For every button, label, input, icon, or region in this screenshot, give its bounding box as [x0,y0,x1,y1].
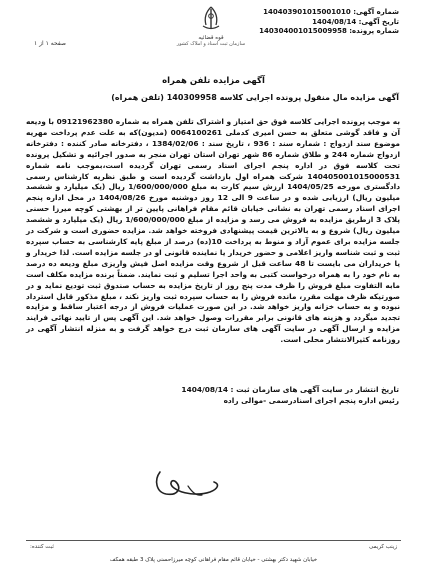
emblem-subtitle: سازمان ثبت اسناد و املاک کشور [176,41,246,47]
notice-number-label: شماره آگهی: [353,8,399,16]
document-intro: آگهی مزایده مال منقول پرونده اجرایی کلاسه 140309958 (تلفن همراه) [111,93,399,102]
case-number-label: شماره پرونده: [349,27,399,35]
emblem-icon [196,4,226,34]
notice-body: به موجب پرونده اجرایی کلاسه فوق حق امتیاز و اشتراک تلفن همراه به شماره 09121962380 با ودیعه آن و فاقد گوشی متعلق به حسن امیری کدملی 0064100261 (مدیون)که به علت عدم پرداخت مهریه موضوع سند ازدواج : شماره سند : 936 ، تاریخ سند : 1384/02/06 ، دفترخانه صادر کننده : دفترخانه ازدواج شماره 244 و طلاق شماره 86 شهر تهران استان تهران منجر به صدور اجرائیه و تشکیل پرونده تحت کلاسه فوق در اداره پنجم اجرای اسناد رسمی تهران گردیده است،بموجب نامه شماره 140405001015000531 شرکت همراه اول بازداشت گردیده است و طبق نظریه کارشناس رسمی دادگستری مورخه 1404/05/25 ارزش سیم کارت به مبلغ 1/600/000/000 ریال (یک میلیارد و ششصد میلیون ریال) ارزیابی شده و در ساعت 9 الی 12 روز دوشنبه مورخ 1404/08/26 در محل اداره پنجم اجرای اسناد رسمی تهران به نشانی خیابان قائم مقام فراهانی پایین تر از بهشتی کوچه میرزا حسنی پلاک 3 ازطریق مزایده به فروش می رسد و مزایده از مبلغ 1/600/000/000 ریال (یک میلیارد و ششصد میلیون ریال) شروع و به بالاترین قیمت پیشنهادی فروخته خواهد شد. مزایده حضوری است و شرکت در جلسه مزایده برای عموم آزاد و منوط به پرداخت 10(ده) درصد از مبلغ پایه کارشناسی به حساب سپرده ثبت و ثبت شناسه واریز اعلامی و حضور خریدار یا نماینده قانونی او در جلسه مزایده است. لذا خریدار و یا خریداران می بایست تا 48 ساعت قبل از شروع وقت مزایده اصل فیش واریزی مبلغ ودیعه ده درصد به نام خود را به همراه درخواست کتبی به واحد اجرا تسلیم و ثبت نمایند. ضمناً برنده مزایده مکلف است مابه التفاوت مبلغ فروش را ظرف مدت پنج روز از تاریخ مزایده به حساب صندوق ثبت تودیع نماید و در صورتیکه ظرف مهلت مقرر، مانده فروش را به حساب سپرده ثبت واریز نکند ، مبلغ مذکور قابل استرداد نبوده و به حساب خزانه واریز خواهد شد. در این صورت عملیات فروش از درجه اعتبار ساقط و مزایده تجدید میگردد و هزینه های قانونی برابر مقررات وصول خواهد شد. این آگهی پس از تایید نهائی فرایند مزایده و ارسال آگهی در سایت آگهی های سازمان ثبت درج خواهد گرفت و به منزله انتشار آگهی در روزنامه کثیرالانتشار محلی است. [26,117,401,345]
signatory-line: رئیس اداره پنجم اجرای اسنادرسمی -موالی راده [223,396,399,405]
registrar-name: زینب کریمی [369,544,397,550]
notice-number: 140403901015001010 [263,8,351,16]
bottom-divider [26,540,401,541]
document-title: آگهی مزایده تلفن همراه [162,76,265,86]
signature-icon [148,462,228,510]
judiciary-emblem [168,4,254,64]
notice-date: 1404/08/14 [312,17,357,26]
emblem-title: قوه قضائیه [198,35,224,41]
case-number: 140304001015009958 [259,27,347,35]
notice-footer [27,384,399,406]
office-address: خیابان شهید دکتر بهشتی - خیابان قائم مقام فراهانی کوچه میرزاحسنی پلاک 3 طبقه همکف [109,557,318,563]
publish-date-line: تاریخ انتشار در سایت آگهی های سازمان ثبت : 1404/08/14 [181,385,399,394]
registrar-label: ثبت کننده: [30,544,54,550]
notice-date-label: تاریخ آگهی: [358,17,399,26]
page-number: صفحه ۱ از ۱ [34,40,66,47]
signature-mark [148,462,228,514]
